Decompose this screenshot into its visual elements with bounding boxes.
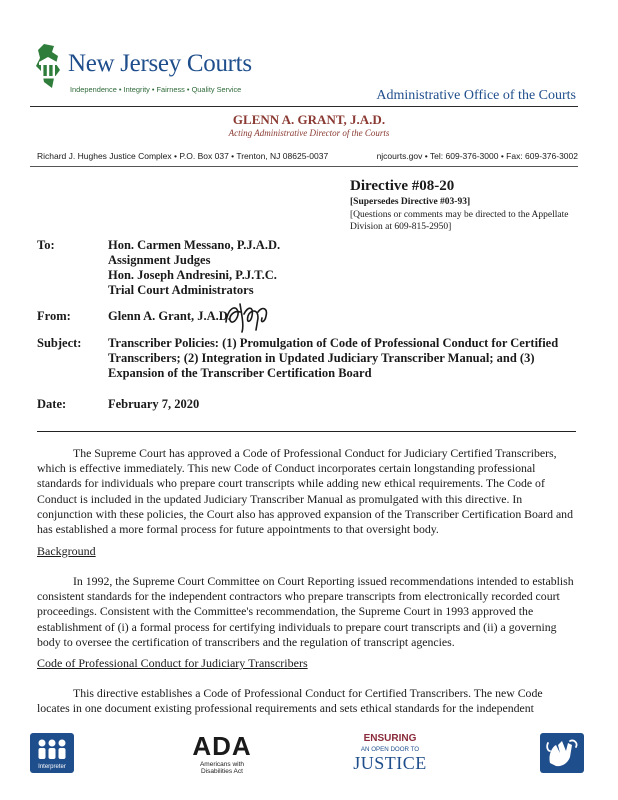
sign-language-icon [540, 733, 584, 773]
questions-note: [Questions or comments may be directed to the Appellate Division at 609-815-2950] [350, 209, 569, 232]
date-label: Date: [37, 397, 67, 411]
signature-mark [222, 300, 272, 334]
office-contact: njcourts.gov • Tel: 609-376-3000 • Fax: 609-376-3002 [376, 151, 578, 161]
subject-label: Subject: [37, 336, 82, 350]
paragraph-background: In 1992, the Supreme Court Committee on Court Reporting issued recommendations intended to establish consistent standards for the independent contractors who prepare transcripts from electronically recorded court proceedings. Consistent with the Committee's recommendation, the Supreme Court in 1993 approved the establishment of (i) a formal process for certifying individuals to prepare court transcripts and (ii) a governing body to oversee the certification of transcribers and the regulation of transcript agencies. [37, 574, 574, 649]
ada-subtitle-line: Disabilities Act [201, 768, 243, 775]
memo-rule [37, 431, 576, 432]
director-name: GLENN A. GRANT, J.A.D. [232, 112, 386, 127]
from-label: From: [37, 309, 71, 323]
header-rule [30, 106, 578, 107]
recipient: Assignment Judges [108, 253, 211, 267]
ada-subtitle [178, 761, 266, 775]
interpreter-label: Interpreter [38, 764, 66, 770]
address-rule [30, 166, 578, 167]
recipient: Hon. Joseph Andresini, P.J.T.C. [108, 268, 277, 282]
to-label: To: [37, 238, 55, 252]
paragraph-code: This directive establishes a Code of Professional Conduct for Certified Transcribers. The new Code locates in one document existing professional requirements and sets ethical standards for the independent [37, 686, 543, 716]
logo-tagline: Independence • Integrity • Fairness • Quality Service [70, 85, 242, 94]
justice-text: JUSTICE [353, 753, 427, 773]
ensuring-text: ENSURING [363, 733, 417, 744]
subject-value: Transcriber Policies: (1) Promulgation of Code of Professional Conduct for Certified Transcribers; (2) Integration in Updated Judiciary Transcriber Manual; and (3) Expansion of the Transcriber Certification Board [108, 336, 559, 380]
ada-subtitle-line: Americans with [199, 761, 245, 768]
supersedes-note: [Supersedes Directive #03-93] [350, 197, 471, 207]
ada-logo: ADA [192, 731, 252, 761]
logo-title: New Jersey Courts [68, 50, 252, 77]
paragraph-intro: The Supreme Court has approved a Code of Professional Conduct for Judiciary Certified Transcribers, which is effective immediately. This new Code of Conduct incorporates certain longstanding professional standards for individuals who prepare court transcripts while adding new ethical requirements. The Code of Conduct is included in the updated Judiciary Transcriber Manual as promulgated with this directive. In conjunction with these policies, the Court also has approved expansion of the Transcriber Certification Board and has established a more formal process for future appointments to that oversight body. [37, 446, 573, 537]
office-address: Richard J. Hughes Justice Complex • P.O. Box 037 • Trenton, NJ 08625-0037 [37, 151, 329, 161]
heading-background: Background [37, 544, 96, 558]
directive-number: Directive #08-20 [350, 178, 455, 194]
open-door-text: AN OPEN DOOR TO [360, 746, 420, 753]
nj-state-logo-icon [30, 42, 66, 90]
office-name: Administrative Office of the Courts [376, 88, 576, 103]
recipient: Hon. Carmen Messano, P.J.A.D. [108, 238, 281, 252]
directive-notes [350, 196, 575, 234]
recipient: Trial Court Administrators [108, 283, 254, 297]
to-recipients [108, 238, 578, 298]
from-value: Glenn A. Grant, J.A.D. [108, 309, 231, 323]
heading-code-of-conduct: Code of Professional Conduct for Judiciary Transcribers [37, 656, 308, 670]
date-value: February 7, 2020 [108, 397, 200, 411]
director-title: Acting Administrative Director of the Courts [228, 128, 390, 138]
